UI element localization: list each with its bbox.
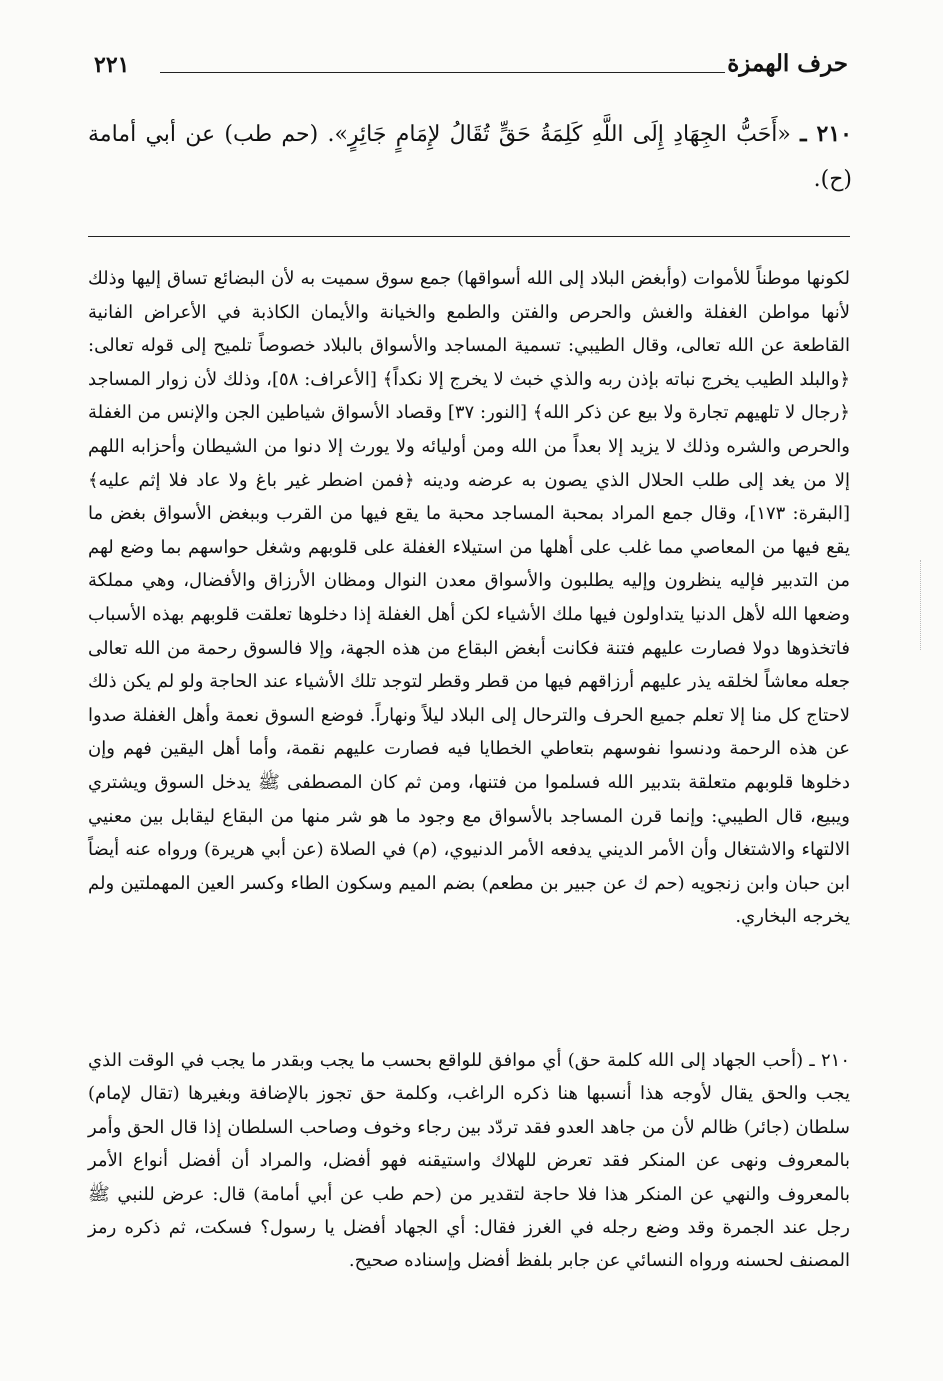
header-rule <box>160 72 725 73</box>
commentary-previous-text: لكونها موطناً للأموات (وأبغض البلاد إلى الله أسواقها) جمع سوق سميت به لأن البضائع تساق إليها وذلك لأنها مواطن الغفلة والغش والحرص والفتن والطمع والخيانة والأيمان الكاذبة في الأعراض الفانية القاطعة عن الله تعالى، وقال الطيبي: تسمية المساجد والأسواق بالبلاد خصوصاً تلميح إلى قوله تعالى: ﴿والبلد الطيب يخرج نباته بإذن ربه والذي خبث لا يخرج إلا نكداً﴾ [الأعراف: ٥٨]، وذلك لأن زوار المساجد ﴿رجال لا تلهيهم تجارة ولا بيع عن ذكر الله﴾ [النور: ٣٧] وقصاد الأسواق شياطين الجن والإنس من الغفلة والحرص والشره وذلك لا يزيد إلا بعداً من الله ومن أوليائه ولا يورث إلا دنوا من الشيطان وأحزابه اللهم إلا من يغد إلى طلب الحلال الذي يصون به عرضه ودينه ﴿فمن اضطر غير باغ ولا عاد فلا إثم عليه﴾ [البقرة: ١٧٣]، وقال جمع المراد بمحبة المساجد محبة ما يقع فيها من القرب وببغض الأسواق بغض ما يقع فيها من المعاصي مما غلب على أهلها من استيلاء الغفلة على قلوبهم وشغل حواسهم بما وضع لهم من التدبير فإليه ينظرون وإليه يطلبون والأسواق معدن النوال ومظان الأرزاق والأفضال، وهي مملكة وضعها الله لأهل الدنيا يتداولون فيها ملك الأشياء لكن أهل الغفلة إذا دخلوها تعلقت قلوبهم بهذه الأسباب فاتخذوها دولا فصارت عليهم فتنة فكانت أبغض البقاع من هذه الجهة، وإلا فالسوق رحمة من الله تعالى جعله معاشاً لخلقه يذر عليهم أرزاقهم فيها من قطر وقطر لتوجد تلك الأشياء عند الحاجة ولو لم يكن ذلك لاحتاج كل منا إلا تعلم جميع الحرف والترحال إلى البلاد ليلاً ونهاراً. فوضع السوق نعمة وأهل الغفلة صدوا عن هذه الرحمة ودنسوا نفوسهم بتعاطي الخطايا فيه فصارت عليهم نقمة، وأما أهل اليقين فهم وإن دخلوها قلوبهم متعلقة بتدبير الله فسلموا من فتنها، ومن ثم كان المصطفى ﷺ يدخل السوق ويشتري ويبيع، قال الطيبي: وإنما قرن المساجد بالأسواق مع وجود ما هو شر منها من البقاع ليقابل بين معنيي الالتهاء والاشتغال وأن الأمر الديني يدفعه الأمر الدنيوي، (م) في الصلاة (عن أبي هريرة) ورواه عنه أيضاً ابن حبان وابن زنجويه (حم ك عن جبير بن مطعم) بضم الميم وسكون الطاء وكسر العين المهملتين ولم يخرجه البخاري. <box>88 268 850 928</box>
hadith-text: «أَحَبُّ الجِهَادِ إِلَى اللَّهِ كَلِمَةُ حَقٍّ تُقَالُ لإِمَامٍ جَائِرٍ». (حم طب) عن أبي أمامة (ح). <box>88 122 852 192</box>
commentary-210-text: ٢١٠ ـ (أحب الجهاد إلى الله كلمة حق) أي موافق للواقع بحسب ما يجب وبقدر ما يجب في الوقت الذي يجب والحق يقال لأوجه هذا أنسبها هنا ذكره الراغب، وكلمة حق تجوز بالإضافة وبغيرها (تقال لإمام) سلطان (جائر) ظالم لأن من جاهد العدو فقد تردّد بين رجاء وخوف وصاحب السلطان إذا قال الحق وأمر بالمعروف ونهى عن المنكر فقد تعرض للهلاك واستيقنه فهو أفضل، والمراد أن أفضل أنواع الأمر بالمعروف والنهي عن المنكر هذا فلا حاجة لتقدير من (حم طب عن أبي أمامة) قال: عرض للنبي ﷺ رجل عند الجمرة وقد وضع رجله في الغرز فقال: أي الجهاد أفضل يا رسول؟ فسكت، ثم ذكره رمز المصنف لحسنه ورواه النسائي عن جابر بلفظ أفضل وإسناده صحيح. <box>88 1050 850 1272</box>
section-divider <box>88 236 850 237</box>
running-title: حرف الهمزة <box>727 50 848 77</box>
hadith-text-block <box>88 112 852 202</box>
commentary-210 <box>88 1044 850 1278</box>
commentary-previous <box>88 262 850 934</box>
hadith-number: ٢١٠ ـ <box>800 121 852 147</box>
page-number: ٢٢١ <box>94 52 130 78</box>
scan-margin-mark <box>914 560 921 650</box>
page-header <box>80 46 850 86</box>
